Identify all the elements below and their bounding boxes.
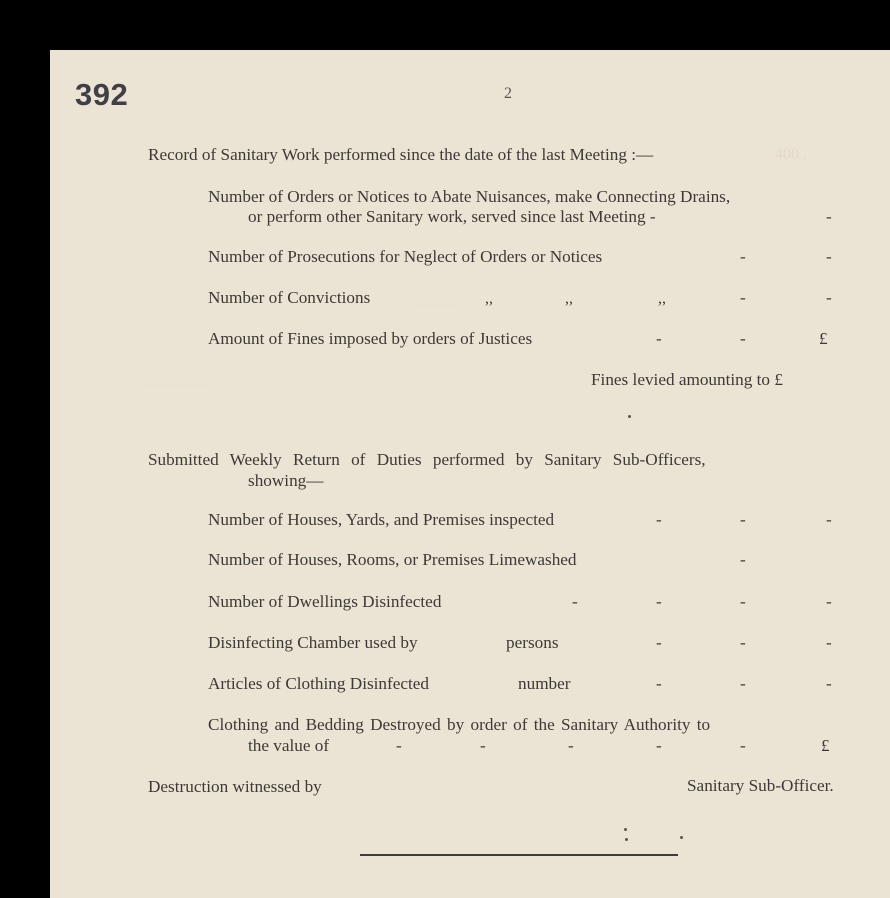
fines-levied-label: Fines levied amounting to £	[591, 370, 783, 389]
leader-dash: -	[826, 633, 832, 652]
leader-dash: -	[826, 510, 832, 529]
leader-dash: -	[656, 736, 662, 755]
orders-notices-line1: Number of Orders or Notices to Abate Nuisances, make Connecting Drains,	[208, 187, 731, 206]
ditto-mark: ,,	[565, 290, 573, 307]
sanitary-sub-officer-label: Sanitary Sub-Officer.	[687, 776, 834, 795]
leader-dash: -	[656, 329, 662, 348]
leader-dash: -	[740, 592, 746, 611]
leader-dash: -	[826, 674, 832, 693]
page-number: 2	[504, 85, 512, 102]
leader-dash: -	[740, 633, 746, 652]
weekly-return-heading-line1: Submitted Weekly Return of Duties performed by Sanitary Sub-Officers,	[148, 450, 706, 469]
ink-speck	[628, 415, 631, 418]
disinfecting-chamber-label: Disinfecting Chamber used by	[208, 633, 418, 652]
bleed-through-text: 400 .	[775, 146, 807, 163]
leader-dash: -	[656, 633, 662, 652]
leader-dash: -	[568, 736, 574, 755]
premises-limewashed-label: Number of Houses, Rooms, or Premises Limewashed	[208, 550, 577, 569]
leader-dash: -	[740, 329, 746, 348]
leader-dash: -	[656, 592, 662, 611]
dwellings-disinfected-label: Number of Dwellings Disinfected	[208, 592, 442, 611]
convictions-label: Number of Convictions	[208, 288, 371, 307]
ink-speck	[625, 838, 628, 841]
destruction-witnessed-label: Destruction witnessed by	[148, 777, 322, 796]
record-section-heading: Record of Sanitary Work performed since the date of the last Meeting :—	[148, 145, 654, 164]
archive-stamp-number: 392	[75, 77, 129, 112]
clothing-disinfected-label: Articles of Clothing Disinfected	[208, 674, 430, 693]
prosecutions-label: Number of Prosecutions for Neglect of Orders or Notices	[208, 247, 603, 266]
ink-speck	[680, 836, 683, 839]
ink-speck	[624, 828, 627, 831]
currency-symbol: £	[821, 736, 830, 755]
currency-symbol: £	[819, 329, 828, 348]
leader-dash: -	[740, 288, 746, 307]
leader-dash: -	[656, 510, 662, 529]
clothing-destroyed-line2: the value of	[248, 736, 330, 755]
weekly-return-heading-line2: showing—	[248, 471, 324, 490]
bleed-through-text: . . . . . . . .	[145, 372, 205, 389]
leader-dash: -	[826, 592, 832, 611]
leader-dash: -	[572, 592, 578, 611]
leader-dash: -	[480, 736, 486, 755]
leader-dash: -	[740, 247, 746, 266]
clothing-destroyed-line1: Clothing and Bedding Destroyed by order of the Sanitary Authority to	[208, 715, 711, 734]
leader-dash: -	[826, 288, 832, 307]
bleed-through-text: . . . . .	[420, 292, 456, 309]
orders-notices-line2: or perform other Sanitary work, served since last Meeting -	[248, 207, 656, 226]
document-page	[50, 50, 890, 898]
persons-unit: persons	[506, 633, 559, 652]
leader-dash: -	[656, 674, 662, 693]
leader-dash: -	[396, 736, 402, 755]
leader-dash: -	[740, 510, 746, 529]
houses-inspected-label: Number of Houses, Yards, and Premises inspected	[208, 510, 555, 529]
leader-dash: -	[740, 736, 746, 755]
number-unit: number	[518, 674, 571, 693]
fines-imposed-label: Amount of Fines imposed by orders of Justices	[208, 329, 533, 348]
leader-dash: -	[826, 207, 832, 226]
leader-dash: -	[740, 674, 746, 693]
closing-rule	[360, 854, 678, 856]
leader-dash: -	[740, 550, 746, 569]
ditto-mark: ,,	[485, 290, 493, 307]
ditto-mark: ,,	[658, 290, 666, 307]
leader-dash: -	[826, 247, 832, 266]
